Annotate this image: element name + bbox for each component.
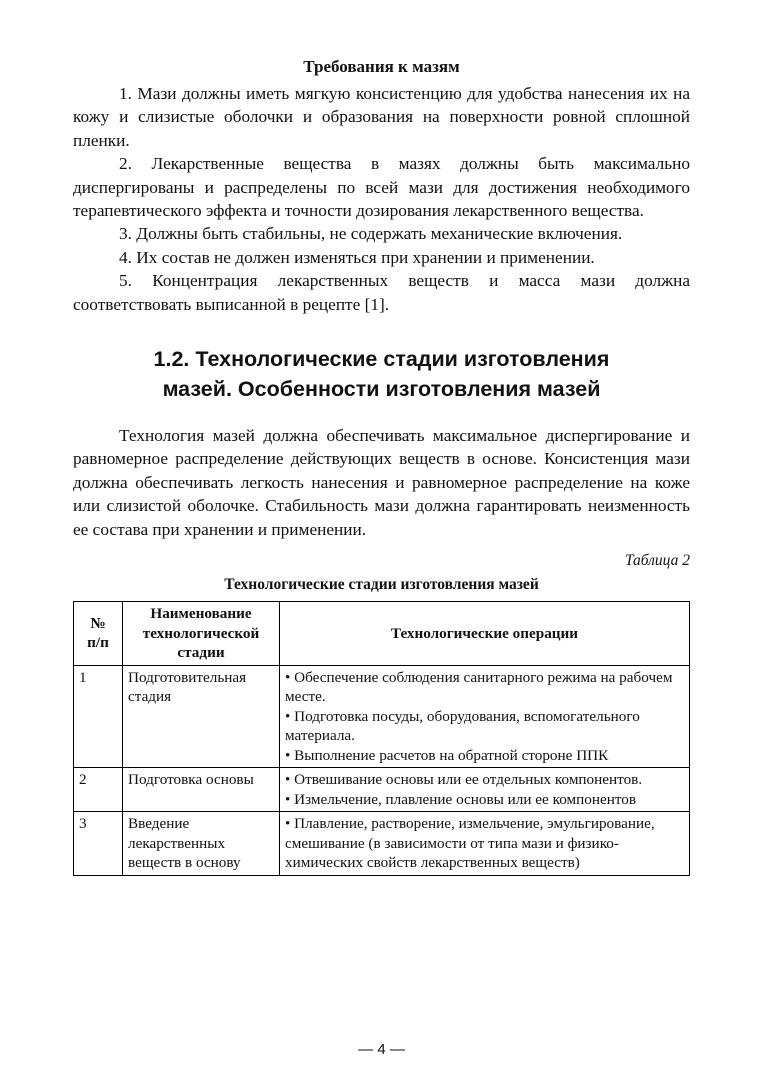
row-number: 3 (74, 812, 123, 876)
stages-table (73, 601, 690, 876)
requirement-item-3: 3. Должны быть стабильны, не содержать механические включения. (119, 224, 623, 244)
row-operations (280, 812, 690, 876)
operation-item: • Измельчение, плавление основы или ее компонентов (285, 790, 637, 808)
header-number-line-1: № (90, 614, 106, 632)
operation-item: • Выполнение расчетов на обратной стороне ППК (285, 746, 609, 764)
requirement-item-2: 2. Лекарственные вещества в мазях должны быть максимально диспергированы и распределены по всей мази для достижения необходимого терапевтического эффекта и точности дозирования лекарственного вещества. (73, 154, 690, 221)
header-operations: Технологические операции (280, 602, 690, 666)
requirement-item-4: 4. Их состав не должен изменяться при хранении и применении. (119, 247, 595, 267)
operation-item: • Отвешивание основы или ее отдельных компонентов. (285, 771, 643, 789)
page-number: — 4 — (358, 1041, 405, 1058)
operation-item: • Плавление, растворение, измельчение, эмульгирование, смешивание (в зависимости от типа мази и физико-химических свойств лекарственных веществ) (285, 815, 655, 872)
row-stage: Введение лекарственных веществ в основу (123, 812, 280, 876)
header-stage-line-3: стадии (177, 644, 225, 662)
requirement-item-1: 1. Мази должны иметь мягкую консистенцию для удобства нанесения их на кожу и слизистые оболочки и образования на поверхности ровной сплошной пленки. (73, 84, 690, 150)
header-stage-line-1: Наименование (150, 605, 252, 623)
row-operations (280, 768, 690, 812)
header-stage-line-2: технологической (142, 624, 260, 642)
table-row (74, 768, 690, 812)
table-row (74, 665, 690, 768)
table-title: Технологические стадии изготовления мазей (224, 576, 539, 594)
section-heading-line-2: мазей. Особенности изготовления мазей (162, 377, 601, 402)
requirement-item-5: 5. Концентрация лекарственных веществ и масса мази должна соответствовать выписанной в рецепте [1]. (73, 271, 690, 314)
section-heading-line-1: 1.2. Технологические стадии изготовления (153, 347, 610, 372)
row-number: 1 (74, 665, 123, 768)
page-content (73, 56, 690, 876)
operation-item: • Обеспечение соблюдения санитарного режима на рабочем месте. (285, 668, 673, 706)
section-heading (73, 344, 690, 404)
section-intro-paragraph: Технология мазей должна обеспечивать максимальное диспергирование и равномерное распределение действующих веществ в основе. Консистенция мази должна обеспечивать легкость нанесения и равномерное распределение на коже или слизистой оболочке. Стабильность мази должна гарантировать неизменность ее состава при хранении и применении. (73, 426, 690, 539)
row-number: 2 (74, 768, 123, 812)
row-stage: Подготовительная стадия (123, 665, 280, 768)
header-number (74, 602, 123, 666)
table-header-row (74, 602, 690, 666)
header-number-line-2: п/п (87, 634, 109, 652)
header-stage (123, 602, 280, 666)
operation-item: • Подготовка посуды, оборудования, вспомогательного материала. (285, 707, 640, 745)
table-reference: Таблица 2 (624, 552, 690, 570)
requirements-heading: Требования к мазям (303, 57, 460, 76)
row-stage: Подготовка основы (123, 768, 280, 812)
row-operations (280, 665, 690, 768)
table-row (74, 812, 690, 876)
